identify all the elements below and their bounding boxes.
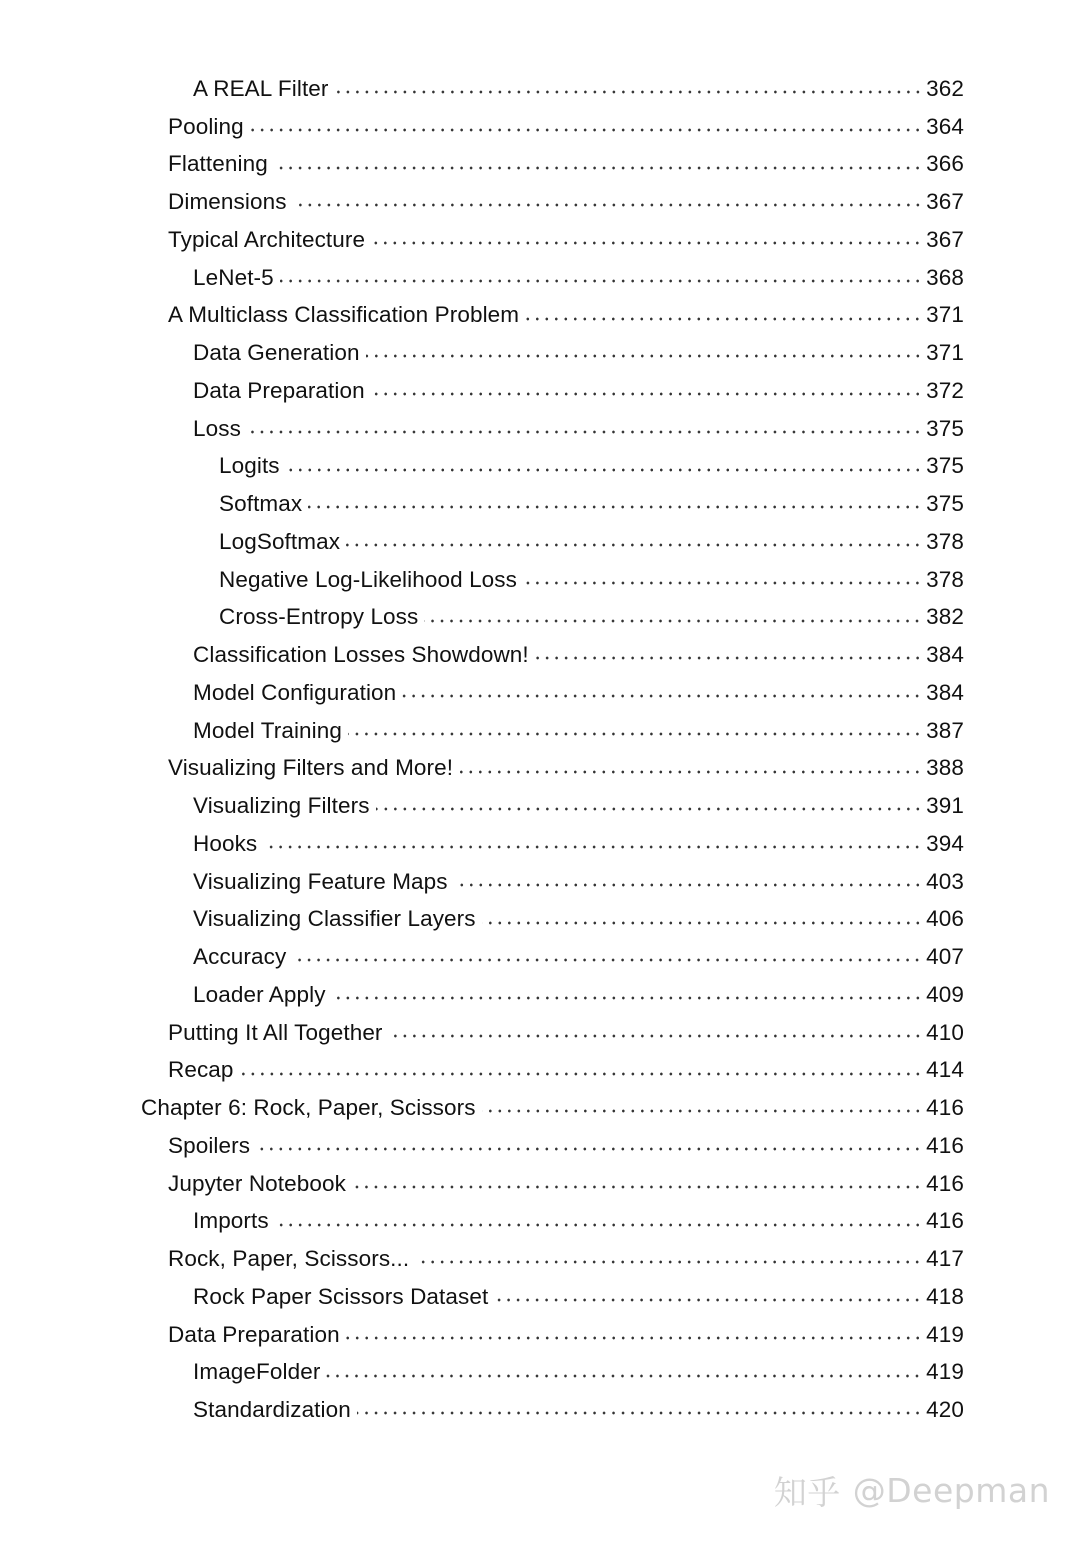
toc-entry[interactable] [0, 221, 1080, 259]
dot-leader [275, 1213, 922, 1235]
toc-entry-page-number: 382 [926, 604, 964, 630]
toc-entry-title: Logits [219, 453, 280, 479]
toc-entry[interactable] [0, 1316, 1080, 1354]
dot-leader [335, 81, 923, 103]
dot-leader [371, 383, 922, 405]
dot-leader [424, 609, 922, 631]
toc-entry-page-number: 414 [926, 1057, 964, 1083]
dot-leader [454, 874, 923, 896]
watermark [774, 1467, 1050, 1514]
dot-leader [389, 1025, 923, 1047]
toc-entry-page-number: 378 [926, 528, 964, 554]
toc-entry-title: Rock, Paper, Scissors... [168, 1246, 410, 1272]
toc-entry[interactable] [0, 485, 1080, 523]
toc-entry-page-number: 416 [926, 1132, 964, 1158]
dot-leader [286, 458, 923, 480]
toc-entry-title: LogSoftmax [219, 528, 341, 554]
toc-entry[interactable] [0, 1165, 1080, 1203]
dot-leader [535, 647, 922, 669]
toc-entry-title: A Multiclass Classification Problem [168, 302, 520, 328]
toc-entry[interactable] [0, 1014, 1080, 1052]
toc-entry-title: Flattening [168, 151, 268, 177]
toc-entry-title: Hooks [193, 830, 258, 856]
toc-entry-title: A REAL Filter [193, 75, 329, 101]
toc-entry-page-number: 416 [926, 1170, 964, 1196]
dot-leader [415, 1251, 922, 1273]
toc-entry[interactable] [0, 787, 1080, 825]
toc-entry-page-number: 394 [926, 830, 964, 856]
toc-entry[interactable] [0, 825, 1080, 863]
dot-leader [326, 1364, 922, 1386]
toc-entry-title: Rock Paper Scissors Dataset [193, 1283, 489, 1309]
toc-entry[interactable] [0, 146, 1080, 184]
toc-entry-title: Data Generation [193, 340, 360, 366]
toc-entry-page-number: 368 [926, 264, 964, 290]
dot-leader [263, 836, 922, 858]
toc-entry-title: Visualizing Filters [193, 793, 370, 819]
toc-entry[interactable] [0, 561, 1080, 599]
toc-entry-title: Dimensions [168, 189, 287, 215]
toc-entry-page-number: 418 [926, 1283, 964, 1309]
toc-entry-title: Chapter 6: Rock, Paper, Scissors [141, 1095, 476, 1121]
toc-entry-title: Cross-Entropy Loss [219, 604, 419, 630]
toc-entry[interactable] [0, 523, 1080, 561]
toc-entry-page-number: 403 [926, 868, 964, 894]
dot-leader [240, 1062, 923, 1084]
toc-entry-page-number: 407 [926, 944, 964, 970]
toc-entry[interactable] [0, 674, 1080, 712]
toc-entry[interactable] [0, 901, 1080, 939]
toc-entry-title: Visualizing Filters and More! [168, 755, 454, 781]
toc-entry-title: Spoilers [168, 1132, 251, 1158]
dot-leader [256, 1138, 922, 1160]
toc-entry-title: LeNet-5 [193, 264, 274, 290]
dot-leader [482, 1100, 923, 1122]
dot-leader [402, 685, 922, 707]
table-of-contents [0, 70, 1080, 1429]
dot-leader [308, 496, 922, 518]
toc-entry-title: Visualizing Classifier Layers [193, 906, 476, 932]
toc-entry-title: Jupyter Notebook [168, 1170, 346, 1196]
dot-leader [494, 1289, 922, 1311]
toc-entry[interactable] [0, 1354, 1080, 1392]
dot-leader [346, 534, 922, 556]
dot-leader [523, 572, 922, 594]
toc-entry[interactable] [0, 372, 1080, 410]
toc-entry[interactable] [0, 1391, 1080, 1429]
toc-entry-title: Recap [168, 1057, 234, 1083]
toc-entry-page-number: 364 [926, 113, 964, 139]
toc-entry-page-number: 384 [926, 642, 964, 668]
dot-leader [371, 232, 922, 254]
dot-leader [247, 421, 922, 443]
toc-entry[interactable] [0, 750, 1080, 788]
watermark-site: 知乎 [773, 1473, 841, 1512]
toc-entry[interactable] [0, 1278, 1080, 1316]
toc-entry-page-number: 367 [926, 189, 964, 215]
toc-entry[interactable] [0, 1127, 1080, 1165]
toc-entry-page-number: 391 [926, 793, 964, 819]
dot-leader [482, 911, 923, 933]
toc-entry-page-number: 419 [926, 1359, 964, 1385]
dot-leader [357, 1402, 922, 1424]
toc-entry[interactable] [0, 108, 1080, 146]
dot-leader [293, 194, 923, 216]
toc-entry-title: Softmax [219, 491, 303, 517]
toc-entry-page-number: 375 [926, 415, 964, 441]
toc-entry-page-number: 417 [926, 1246, 964, 1272]
dot-leader [525, 307, 922, 329]
toc-entry[interactable] [0, 70, 1080, 108]
dot-leader [346, 1327, 922, 1349]
toc-entry-page-number: 375 [926, 453, 964, 479]
toc-entry-page-number: 367 [926, 226, 964, 252]
toc-entry[interactable] [0, 1089, 1080, 1127]
toc-entry-title: Data Preparation [193, 377, 365, 403]
toc-entry[interactable] [0, 636, 1080, 674]
dot-leader [332, 987, 923, 1009]
toc-entry-title: Putting It All Together [168, 1019, 383, 1045]
toc-entry-page-number: 362 [926, 75, 964, 101]
dot-leader [274, 156, 922, 178]
toc-entry-title: Visualizing Feature Maps [193, 868, 448, 894]
toc-entry-title: Negative Log-Likelihood Loss [219, 566, 517, 592]
toc-entry[interactable] [0, 183, 1080, 221]
toc-entry[interactable] [0, 297, 1080, 335]
toc-entry-title: Loss [193, 415, 241, 441]
toc-entry[interactable] [0, 938, 1080, 976]
toc-entry[interactable] [0, 334, 1080, 372]
toc-entry-page-number: 409 [926, 981, 964, 1007]
toc-entry-page-number: 416 [926, 1208, 964, 1234]
toc-entry-title: ImageFolder [193, 1359, 321, 1385]
toc-entry-page-number: 416 [926, 1095, 964, 1121]
toc-entry-page-number: 378 [926, 566, 964, 592]
watermark-handle: @Deepman [852, 1471, 1050, 1510]
toc-entry[interactable] [0, 259, 1080, 297]
dot-leader [292, 949, 922, 971]
dot-leader [459, 760, 922, 782]
toc-entry[interactable] [0, 1240, 1080, 1278]
toc-entry-title: Standardization [193, 1397, 351, 1423]
toc-entry-title: Classification Losses Showdown! [193, 642, 529, 668]
toc-entry-page-number: 372 [926, 377, 964, 403]
toc-entry-page-number: 375 [926, 491, 964, 517]
toc-entry-page-number: 371 [926, 340, 964, 366]
toc-entry[interactable] [0, 448, 1080, 486]
toc-entry[interactable] [0, 1052, 1080, 1090]
toc-entry-page-number: 420 [926, 1397, 964, 1423]
toc-entry-title: Accuracy [193, 944, 287, 970]
toc-entry-page-number: 366 [926, 151, 964, 177]
dot-leader [352, 1176, 922, 1198]
toc-entry[interactable] [0, 863, 1080, 901]
toc-entry-title: Model Training [193, 717, 342, 743]
toc-entry-page-number: 410 [926, 1019, 964, 1045]
toc-entry-title: Data Preparation [168, 1321, 340, 1347]
toc-entry-page-number: 406 [926, 906, 964, 932]
dot-leader [376, 798, 923, 820]
toc-entry-title: Loader Apply [193, 981, 326, 1007]
toc-entry-page-number: 387 [926, 717, 964, 743]
toc-entry-title: Pooling [168, 113, 244, 139]
dot-leader [348, 723, 922, 745]
toc-entry-title: Imports [193, 1208, 269, 1234]
dot-leader [366, 345, 923, 367]
toc-entry-page-number: 371 [926, 302, 964, 328]
toc-entry-page-number: 419 [926, 1321, 964, 1347]
toc-entry[interactable] [0, 410, 1080, 448]
dot-leader [280, 270, 922, 292]
toc-entry[interactable] [0, 1203, 1080, 1241]
toc-entry-page-number: 384 [926, 679, 964, 705]
toc-entry-title: Model Configuration [193, 679, 397, 705]
toc-entry-title: Typical Architecture [168, 226, 366, 252]
toc-entry[interactable] [0, 599, 1080, 637]
toc-entry[interactable] [0, 712, 1080, 750]
dot-leader [250, 119, 922, 141]
toc-entry[interactable] [0, 976, 1080, 1014]
toc-entry-page-number: 388 [926, 755, 964, 781]
